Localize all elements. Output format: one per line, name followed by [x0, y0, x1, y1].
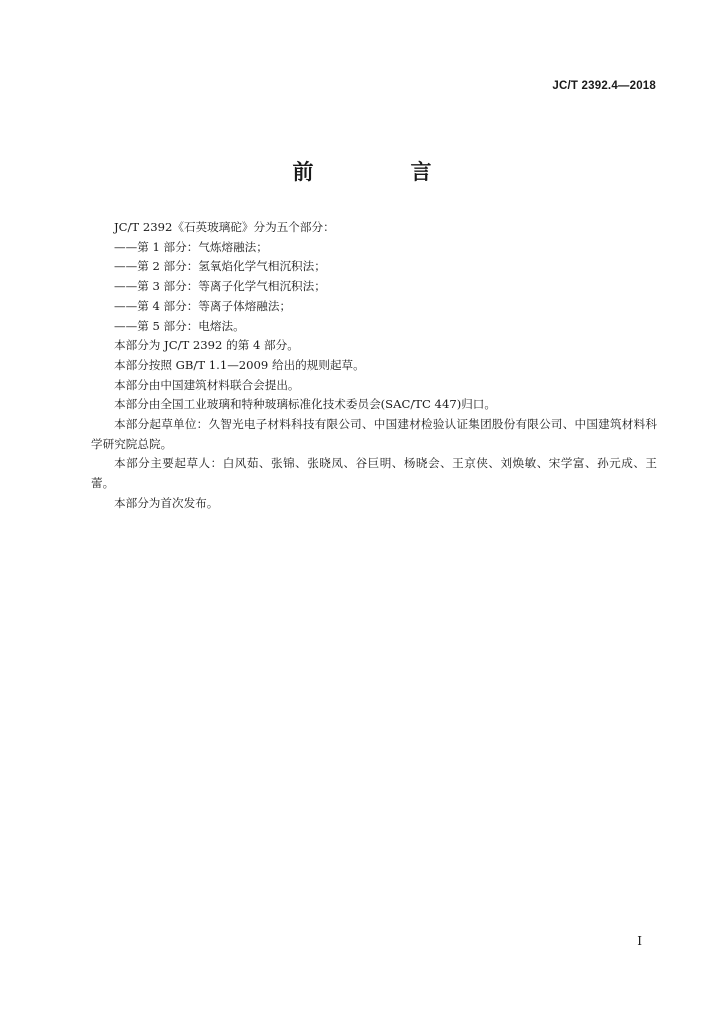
list-item: ——第 5 部分：电熔法。 — [114, 318, 245, 333]
paragraph: 本部分由中国建筑材料联合会提出。 — [114, 377, 300, 392]
paragraph: 本部分主要起草人：白风茹、张锦、张晓凤、谷巨明、杨晓会、王京侠、刘焕敏、宋学富、孙元成、王蕾。 — [91, 456, 657, 491]
paragraph: 本部分按照 GB/T 1.1—2009 给出的规则起草。 — [114, 357, 365, 372]
list-item: ——第 3 部分：等离子化学气相沉积法； — [114, 279, 326, 294]
paragraph: 本部分为 JC/T 2392 的第 4 部分。 — [114, 338, 299, 353]
list-item: ——第 1 部分：气炼熔融法； — [114, 239, 268, 254]
page-number: I — [637, 934, 642, 948]
paragraph: 本部分为首次发布。 — [114, 495, 219, 510]
list-item: ——第 2 部分：氢氧焰化学气相沉积法； — [114, 259, 326, 274]
page-title: 前 言 — [292, 160, 470, 184]
paragraph: 本部分起草单位：久智光电子材料科技有限公司、中国建材检验认证集团股份有限公司、中国建筑材料科学研究院总院。 — [91, 417, 657, 451]
paragraph: 本部分由全国工业玻璃和特种玻璃标准化技术委员会(SAC/TC 447)归口。 — [114, 397, 496, 412]
standard-code: JC/T 2392.4—2018 — [552, 80, 656, 92]
list-item: ——第 4 部分：等离子体熔融法； — [114, 298, 292, 313]
preface-body — [91, 218, 657, 514]
paragraph: JC/T 2392《石英玻璃砣》分为五个部分： — [114, 220, 335, 234]
